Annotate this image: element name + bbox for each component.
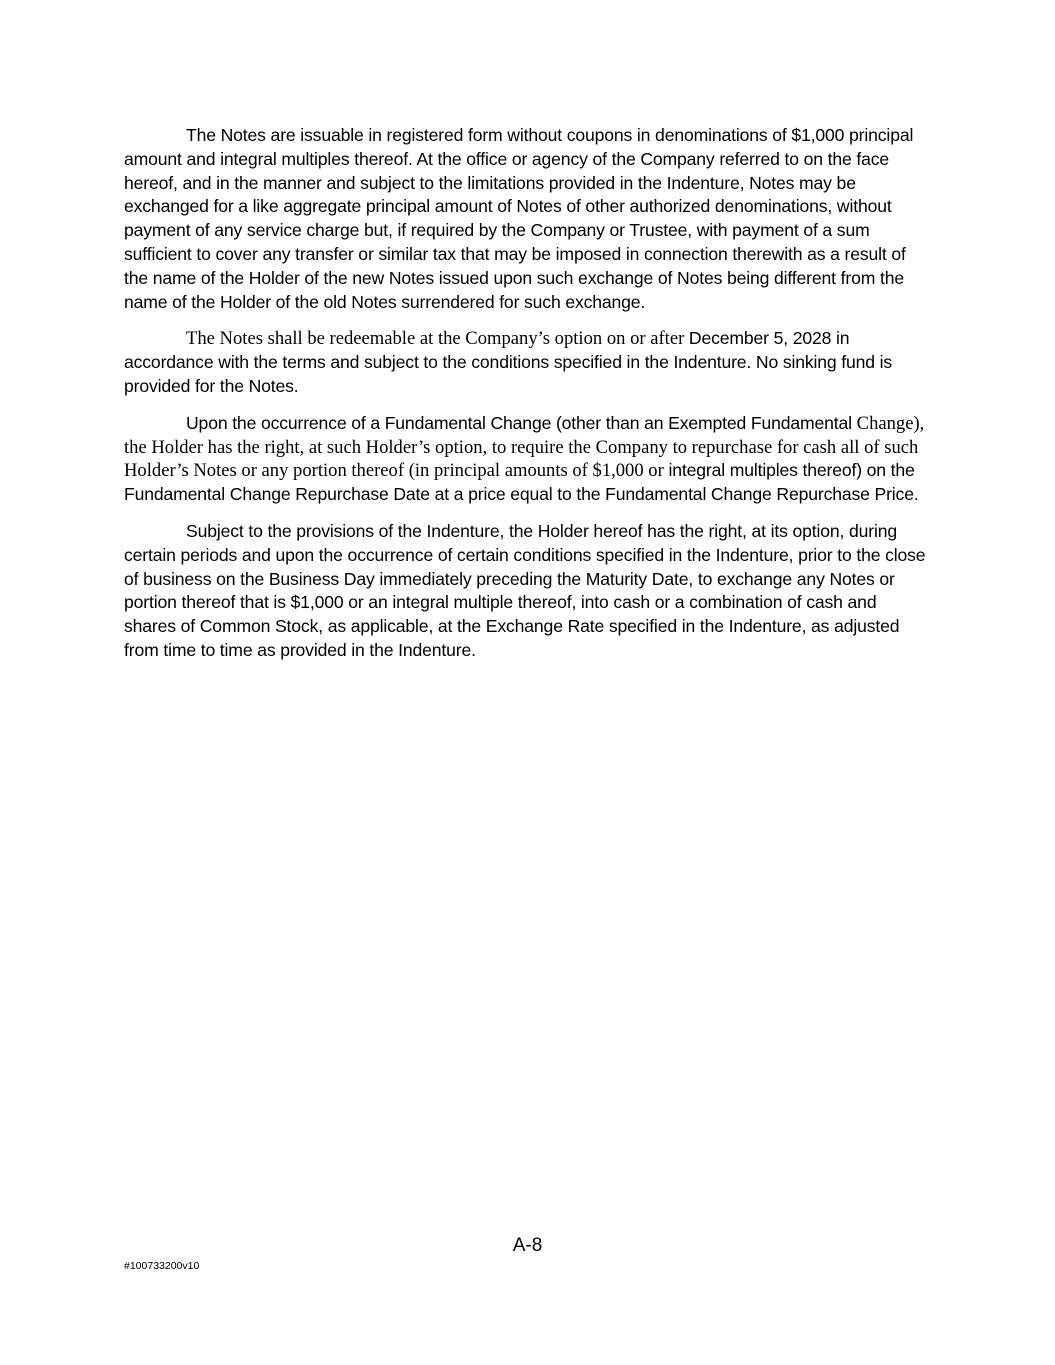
paragraph-fundamental-change: [124, 412, 932, 507]
document-id: #100733200v10: [124, 1260, 200, 1272]
document-body: [124, 124, 932, 676]
paragraph-redemption: [124, 327, 932, 398]
redemption-text-serif: The Notes shall be redeemable at the Company’s option on or after: [186, 328, 689, 350]
fundamental-change-text-end: integral multiples thereof) on the Fundamental Change Repurchase Date at a price equal to the Fundamental Change Repurchase Price.: [124, 460, 919, 505]
page-number: A-8: [512, 1235, 543, 1256]
fundamental-change-text-serif: Change), the Holder has the right, at such Holder’s option, to require the Company to repurchase for cash all of such Holder’s Notes or any portion thereof (in principal amounts of $1,000 or: [124, 412, 925, 482]
fundamental-change-text-start: Upon the occurrence of a Fundamental Change (other than an Exempted Fundamental: [186, 412, 857, 433]
paragraph-notes-issuable: The Notes are issuable in registered form without coupons in denominations of $1,000 principal amount and integral multiples thereof. At the office or agency of the Company referred to on the face hereof, and in the manner and subject to the limitations provided in the Indenture, Notes may be exchanged for a like aggregate principal amount of Notes of other authorized denominations, without payment of any service charge but, if required by the Company or Trustee, with payment of a sum sufficient to cover any transfer or similar tax that may be imposed in connection therewith as a result of the name of the Holder of the new Notes issued upon such exchange of Notes being different from the name of the Holder of the old Notes surrendered for such exchange.: [124, 125, 914, 312]
redemption-text-sans: December 5, 2028 in accordance with the terms and subject to the conditions specified in the Indenture. No sinking fund is provided for the Notes.: [124, 328, 893, 396]
paragraph-exchange-right: Subject to the provisions of the Indenture, the Holder hereof has the right, at its option, during certain periods and upon the occurrence of certain conditions specified in the Indenture, prior to the close of business on the Business Day immediately preceding the Maturity Date, to exchange any Notes or portion thereof that is $1,000 or an integral multiple thereof, into cash or a combination of cash and shares of Common Stock, as applicable, at the Exchange Rate specified in the Indenture, as adjusted from time to time as provided in the Indenture.: [124, 520, 926, 660]
